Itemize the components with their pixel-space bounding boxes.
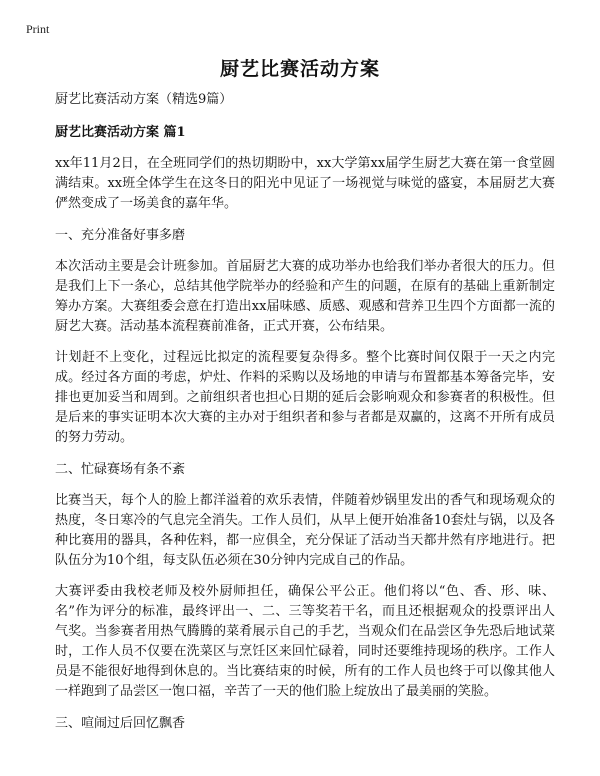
section-heading-1: 一、充分准备好事多磨 bbox=[55, 228, 186, 243]
document-subtitle: 厨艺比赛活动方案（精选9篇） bbox=[55, 92, 233, 107]
paragraph-competition-day: 比赛当天，每个人的脸上都洋溢着的欢乐表情，伴随着炒锅里发出的香气和现场观众的热度，冬日寒冷的气息完全消失。工作人员们，从早上便开始准备10套灶与锅，以及各种比赛用的器具，各种佐料，都一应俱全，充分保证了活动当天都井然有序地进行。把队伍分为10个组，每支队伍必须在30分钟内完成自己的作品。 bbox=[55, 493, 555, 568]
paragraph-judging: 大赛评委由我校老师及校外厨师担任，确保公平公正。他们将以“色、香、形、味、名”作为评分的标准，最终评出一、二、三等奖若干名，而且还根据观众的投票评出人气奖。当参赛者用热气腾腾的菜肴展示自己的手艺，当观众们在品尝区争先恐后地试菜时，工作人员不仅要在洗菜区与烹饪区来回忙碌着，同时还要维持现场的秩序。工作人员是不能很好地得到休息的。当比赛结束的时候，所有的工作人员也终于可以像其他人一样跑到了品尝区一饱口福，辛苦了一天的他们脸上绽放出了最美丽的笑脸。 bbox=[55, 584, 555, 699]
paragraph-plan: 计划赶不上变化，过程远比拟定的流程要复杂得多。整个比赛时间仅限于一天之内完成。经过各方面的考虑，炉灶、作料的采购以及场地的申请与布置都基本筹备完毕，安排也更加妥当和周到。之前组织者也担心日期的延后会影响观众和参赛者的积极性。但是后来的事实证明本次大赛的主办对于组织者和参与者都是双赢的，这离不开所有成员的努力劳动。 bbox=[55, 350, 555, 445]
paragraph-intro: xx年11月2日，在全班同学们的热切期盼中，xx大学第xx届学生厨艺大赛在第一食堂圆满结束。xx班全体学生在这冬日的阳光中见证了一场视觉与味觉的盛宴，本届厨艺大赛俨然变成了一场美食的嘉年华。 bbox=[55, 156, 555, 211]
print-link[interactable]: Print bbox=[26, 22, 50, 36]
section-heading-2: 二、忙碌赛场有条不紊 bbox=[55, 462, 186, 477]
article-heading: 厨艺比赛活动方案 篇1 bbox=[55, 125, 186, 140]
page-title: 厨艺比赛活动方案 bbox=[219, 58, 380, 80]
paragraph-preparation: 本次活动主要是会计班参加。首届厨艺大赛的成功举办也给我们举办者很大的压力。但是我们上下一条心，总结其他学院举办的经验和产生的问题，在原有的基础上重新制定筹办方案。大赛组委会意在打造出xx届味感、质感、观感和营养卫生四个方面都一流的厨艺大赛。活动基本流程赛前准备，正式开赛，公布结果。 bbox=[55, 259, 555, 334]
section-heading-3: 三、喧闹过后回忆飘香 bbox=[55, 716, 186, 731]
article-body bbox=[55, 90, 555, 734]
